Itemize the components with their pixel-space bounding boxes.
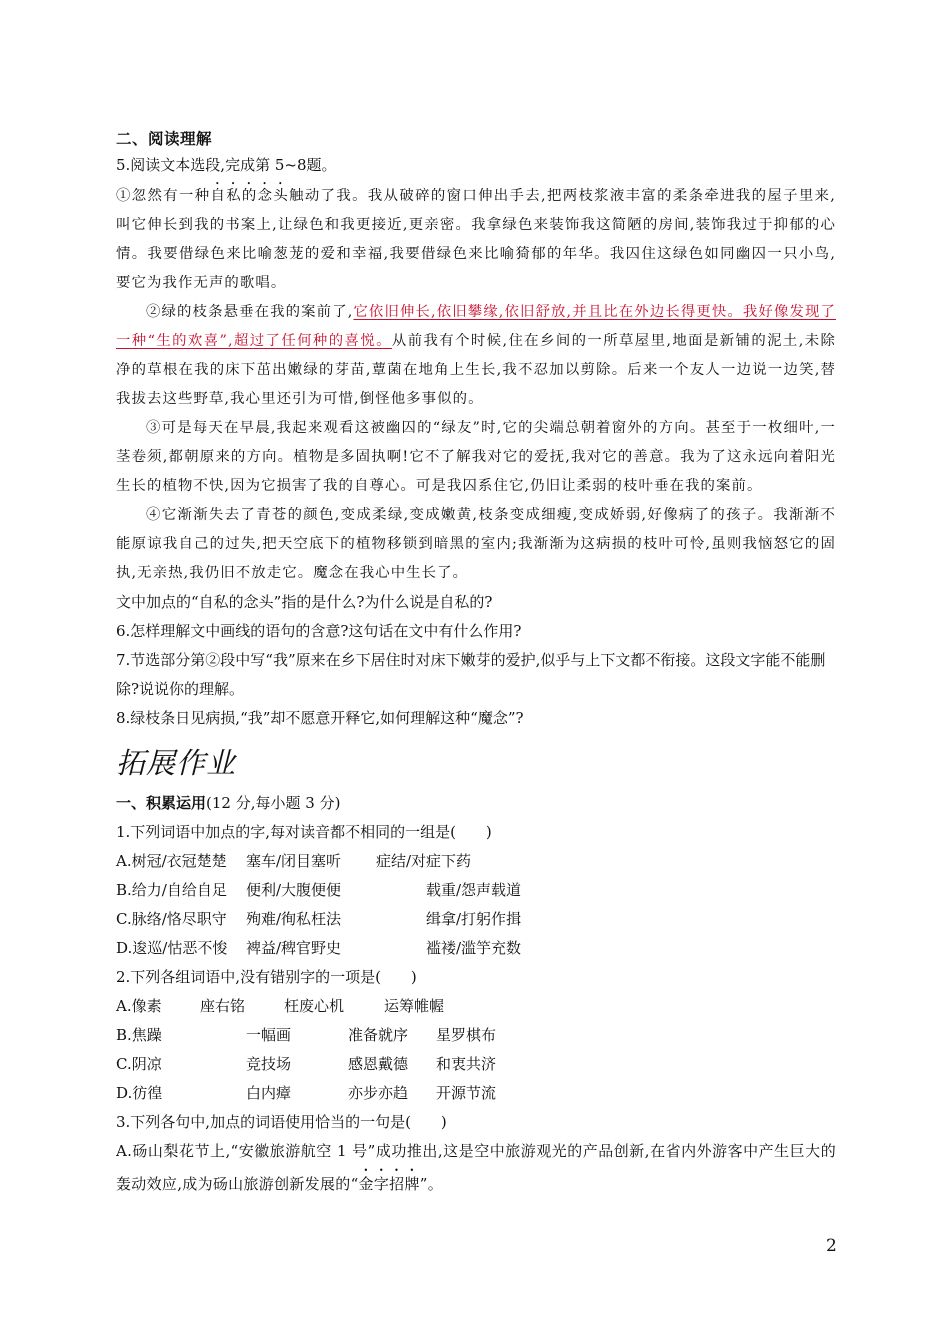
exercise-2-option-b: B.焦躁 一幅画 准备就序 星罗棋布 xyxy=(116,1026,497,1044)
exercise-3-stem: 3.下列各句中,加点的词语使用恰当的一句是( ) xyxy=(116,1113,447,1131)
exercise-1-option-d: D.逡巡/怙恶不悛 裨益/稗官野史 褴褛/滥竽充数 xyxy=(116,939,522,957)
exercise-2-stem: 2.下列各组词语中,没有错别字的一项是( ) xyxy=(116,968,417,986)
exercise-1-option-c: C.脉络/恪尽职守 殉难/徇私枉法 缉拿/打躬作揖 xyxy=(116,910,522,928)
section-heading-reading: 二、阅读理解 xyxy=(116,130,213,148)
exercise-2-option-a: A.像素 座右铭 枉废心机 运筹帷幄 xyxy=(116,997,445,1015)
dotted-phrase: 自私的念头 xyxy=(210,188,290,204)
extension-title: 拓展作业 xyxy=(116,746,237,780)
exercise-2-option-c: C.阴凉 竞技场 感恩戴德 和衷共济 xyxy=(116,1055,497,1073)
question-8: 8.绿枝条日见病损,“我”却不愿意开释它,如何理解这种“魔念”? xyxy=(116,709,524,727)
exercise-3-option-a: A.砀山梨花节上,“安徽旅游航空 1 号”成功推出,这是空中旅游观光的产品创新,在省内外游客中产生巨大的轰动效应,成为砀山旅游创新发展的“金字招牌”。 xyxy=(116,1142,836,1193)
exercise-1-option-a: A.树冠/衣冠楚楚 塞车/闭目塞听 症结/对症下药 xyxy=(116,852,472,870)
dotted-phrase: 金字招牌 xyxy=(358,1175,420,1193)
passage-paragraph-1: ①忽然有一种自私的念头触动了我。我从破碎的窗口伸出手去,把两枝浆液丰富的柔条牵进我的屋子里来,叫它伸长到我的书案上,让绿色和我更接近,更亲密。我拿绿色来装饰我这简陋的房间,装饰我过于抑郁的心情。我要借绿色来比喻葱茏的爱和幸福,我要借绿色来比喻猗郁的年华。我囚住这绿色如同幽囚一只小鸟,要它为我作无声的歌唱。 xyxy=(116,188,836,291)
question-6: 6.怎样理解文中画线的语句的含意?这句话在文中有什么作用? xyxy=(116,622,522,640)
page-number: 2 xyxy=(826,1236,837,1256)
passage-paragraph-2: ②绿的枝条悬垂在我的案前了,它依旧伸长,依旧攀缘,依旧舒放,并且比在外边长得更快。我好像发现了一种“生的欢喜”,超过了任何种的喜悦。从前我有个时候,住在乡间的一所草屋里,地面是新铺的泥土,未除净的草根在我的床下茁出嫩绿的芽苗,蕈菌在地角上生长,我不忍加以剪除。后来一个友人一边说一边笑,替我拔去这些野草,我心里还引为可惜,倒怪他多事似的。 xyxy=(116,304,836,407)
question-7: 7.节选部分第②段中写“我”原来在乡下居住时对床下嫩芽的爱护,似乎与上下文都不衔接。这段文字能不能删除?说说你的理解。 xyxy=(116,651,826,698)
exercise-1-stem: 1.下列词语中加点的字,每对读音都不相同的一组是( ) xyxy=(116,823,492,841)
passage-paragraph-4: ④它渐渐失去了青苍的颜色,变成柔绿,变成嫩黄,枝条变成细瘦,变成娇弱,好像病了的孩子。我渐渐不能原谅我自己的过失,把天空底下的植物移锁到暗黑的室内;我渐渐为这病损的枝叶可怜,虽则我恼怒它的固执,无亲热,我仍旧不放走它。魔念在我心中生长了。 xyxy=(116,507,836,581)
reading-intro: 5.阅读文本选段,完成第 5~8题。 xyxy=(116,156,337,174)
document-page xyxy=(116,127,836,1199)
question-5: 文中加点的“自私的念头”指的是什么?为什么说是自私的? xyxy=(116,593,493,611)
exercise-2-option-d: D.彷徨 白内瘴 亦步亦趋 开源节流 xyxy=(116,1084,497,1102)
underlined-sentence: 它依旧伸长,依旧攀缘,依旧舒放,并且比在外边长得更快。我好像发现了一种“生的欢喜”,超过了任何种的喜悦。 xyxy=(116,304,836,349)
passage-paragraph-3: ③可是每天在早晨,我起来观看这被幽囚的“绿友”时,它的尖端总朝着窗外的方向。甚至于一枚细叶,一茎卷须,都朝原来的方向。植物是多固执啊!它不了解我对它的爱抚,我对它的善意。我为了这永远向着阳光生长的植物不快,因为它损害了我的自尊心。可是我囚系住它,仍旧让柔弱的枝叶垂在我的案前。 xyxy=(116,420,836,494)
subsection-heading: 一、积累运用(12 分,每小题 3 分) xyxy=(116,794,341,812)
exercise-1-option-b: B.给力/自给自足 便利/大腹便便 载重/怨声载道 xyxy=(116,881,522,899)
